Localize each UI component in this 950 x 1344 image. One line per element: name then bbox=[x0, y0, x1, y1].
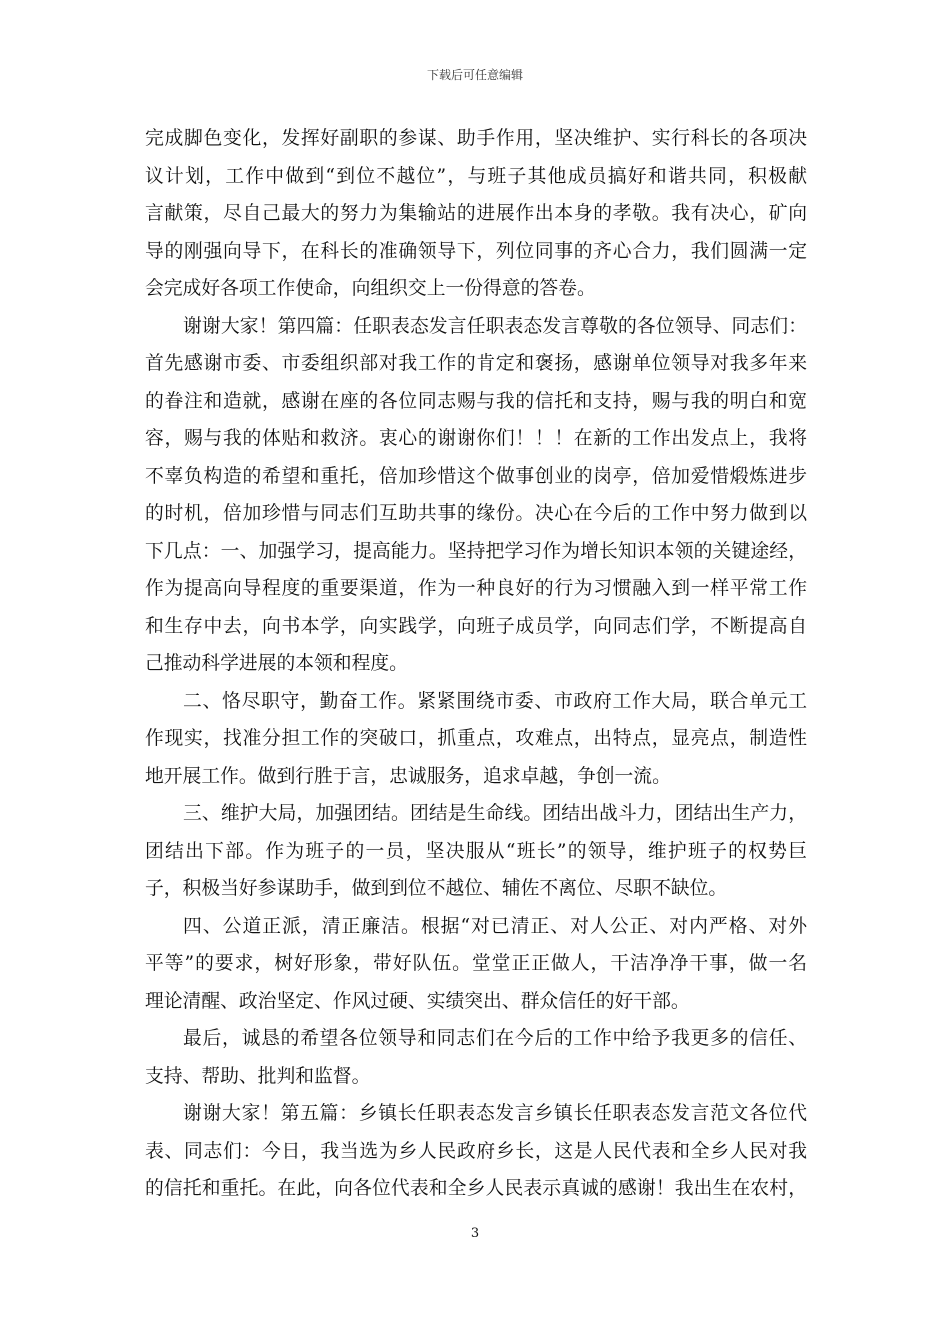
text-line: 表、同志们：今日，我当选为乡人民政府乡长，这是人民代表和全乡人民对我 bbox=[145, 1140, 807, 1162]
text-line: 导的刚强向导下，在科长的准确领导下，列位同事的齐心合力，我们圆满一定 bbox=[145, 240, 807, 262]
text-line: 地开展工作。做到行胜于言，忠诚服务，追求卓越，争创一流。 bbox=[145, 765, 671, 787]
text-line: 子，积极当好参谋助手，做到到位不越位、辅佐不离位、尽职不缺位。 bbox=[145, 878, 728, 899]
text-line: 作为提高向导程度的重要渠道，作为一种良好的行为习惯融入到一样平常工作 bbox=[145, 578, 807, 599]
text-line: 言献策，尽自己最大的努力为集输站的进展作出本身的孝敬。我有决心，矿向 bbox=[145, 203, 807, 224]
text-line: 谢谢大家！第五篇：乡镇长任职表态发言乡镇长任职表态发言范文各位代 bbox=[183, 1103, 807, 1124]
document-body bbox=[145, 120, 807, 1208]
page-number: 3 bbox=[470, 1226, 480, 1241]
page-header: 下载后可任意编辑 bbox=[426, 68, 523, 82]
text-line: 作现实，找准分担工作的突破口，抓重点，攻难点，出特点，显亮点，制造性 bbox=[145, 728, 807, 749]
text-line: 最后，诚恳的希望各位领导和同志们在今后的工作中给予我更多的信任、 bbox=[183, 1028, 807, 1049]
text-line: 谢谢大家！第四篇：任职表态发言任职表态发言尊敬的各位领导、同志们： bbox=[183, 315, 807, 337]
text-line: 下几点：一、加强学习，提高能力。坚持把学习作为增长知识本领的关键途经， bbox=[145, 540, 807, 562]
text-line: 和生存中去，向书本学，向实践学，向班子成员学，向同志们学，不断提高自 bbox=[145, 615, 807, 637]
text-line: 的信托和重托。在此，向各位代表和全乡人民表示真诚的感谢！我出生在农村， bbox=[145, 1178, 807, 1199]
text-line: 首先感谢市委、市委组织部对我工作的肯定和褒扬，感谢单位领导对我多年来 bbox=[145, 353, 807, 374]
text-line: 的眷注和造就，感谢在座的各位同志赐与我的信托和支持，赐与我的明白和宽 bbox=[145, 390, 807, 412]
text-line: 完成脚色变化，发挥好副职的参谋、助手作用，坚决维护、实行科长的各项决 bbox=[145, 128, 807, 149]
text-line: 二、恪尽职守，勤奋工作。紧紧围绕市委、市政府工作大局，联合单元工 bbox=[183, 690, 807, 712]
text-line: 支持、帮助、批判和监督。 bbox=[145, 1065, 371, 1087]
text-line: 容，赐与我的体贴和救济。衷心的谢谢你们！！！在新的工作出发点上，我将 bbox=[145, 428, 807, 449]
text-line: 平等”的要求，树好形象，带好队伍。堂堂正正做人，干洁净净干事，做一名 bbox=[145, 953, 807, 974]
text-line: 理论清醒、政治坚定、作风过硬、实绩突出、群众信任的好干部。 bbox=[145, 990, 690, 1012]
text-line: 四、公道正派，清正廉洁。根据“对已清正、对人公正、对内严格、对外 bbox=[183, 915, 807, 937]
text-line: 三、维护大局，加强团结。团结是生命线。团结出战斗力，团结出生产力， bbox=[183, 803, 807, 824]
text-line: 的时机，倍加珍惜与同志们互助共事的缘份。决心在今后的工作中努力做到以 bbox=[145, 503, 807, 524]
text-line: 不辜负构造的希望和重托，倍加珍惜这个做事创业的岗亭，倍加爱惜煅炼进步 bbox=[145, 465, 807, 487]
text-line: 团结出下部。作为班子的一员，坚决服从“班长”的领导，维护班子的权势巨 bbox=[145, 840, 807, 862]
text-line: 议计划，工作中做到“到位不越位”，与班子其他成员搞好和谐共同，积极献 bbox=[145, 165, 807, 187]
text-line: 己推动科学进展的本领和程度。 bbox=[145, 653, 408, 674]
text-line: 会完成好各项工作使命，向组织交上一份得意的答卷。 bbox=[145, 278, 596, 299]
